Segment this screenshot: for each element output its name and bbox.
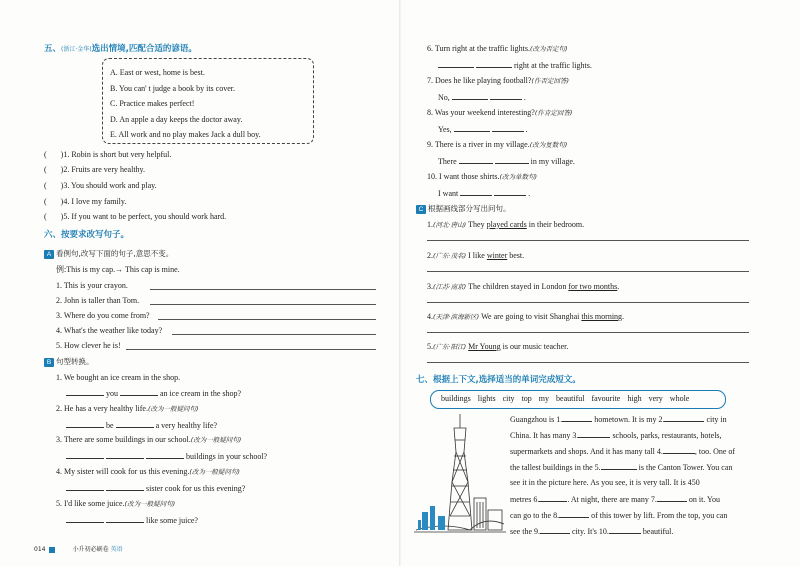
question-c1: 1.(河北·唐山) They played cards in their bedroom.: [427, 220, 585, 229]
answer-blank[interactable]: [657, 493, 687, 502]
answer-blank[interactable]: [454, 123, 490, 132]
word-option: lights: [477, 394, 496, 403]
answer-blank[interactable]: [106, 514, 144, 523]
right-page: [400, 0, 800, 566]
match-item-1[interactable]: ( )1. Robin is short but very helpful.: [44, 150, 172, 159]
answer-blank[interactable]: [460, 187, 492, 196]
part-a-badge: A: [44, 250, 54, 259]
transform-a1: you an ice cream in the shop?: [66, 387, 241, 399]
answer-blank[interactable]: [459, 155, 493, 164]
passage-line-1: Guangzhou is 1. hometown. It is my 2. city in: [510, 415, 727, 424]
section-5-title: 五、(浙江·金华)选出情境,匹配合适的谚语。: [44, 44, 197, 54]
passage-line-7: can go to the 8. of this tower by lift. From the top, you can: [510, 511, 728, 520]
word-option: whole: [669, 394, 690, 403]
part-c-badge: C: [416, 205, 426, 214]
rewrite-q3: 3. Where do you come from?: [56, 311, 150, 320]
answer-line[interactable]: [126, 349, 376, 350]
question-c5: 5.(广东·阳江) Mr Young is our music teacher.: [427, 342, 569, 351]
part-a-title: A 看例句,改写下面的句子,意思不变。: [44, 248, 173, 259]
answer-line[interactable]: [150, 289, 376, 290]
answer-blank[interactable]: [540, 525, 570, 534]
answer-line[interactable]: [427, 302, 749, 303]
proverb-c: C. Practice makes perfect!: [110, 99, 195, 108]
answer-line[interactable]: [427, 271, 749, 272]
answer-blank[interactable]: [106, 450, 144, 459]
transform-q4: 4. My sister will cook for us this evening.(改为一般疑问句): [56, 467, 240, 476]
rewrite-q2: 2. John is taller than Tom.: [56, 296, 140, 305]
transform-a4: sister cook for us this evening?: [66, 482, 245, 494]
rewrite-q1: 1. This is your crayon.: [56, 281, 128, 290]
answer-blank[interactable]: [601, 461, 637, 470]
match-item-5[interactable]: ( )5. If you want to be perfect, you should work hard.: [44, 212, 227, 221]
transform-q3: 3. There are some buildings in our school.(改为一般疑问句): [56, 435, 242, 444]
answer-blank[interactable]: [452, 91, 488, 100]
transform-a3: buildings in your school?: [66, 450, 267, 462]
answer-blank[interactable]: [664, 413, 704, 422]
section-6-title: 六、按要求改写句子。: [44, 230, 130, 240]
answer-blank[interactable]: [562, 413, 592, 422]
part-b-badge: B: [44, 358, 54, 367]
passage-line-3: supermarkets and shops. And it has many tall 4. , too. One of: [510, 447, 736, 456]
question-c2: 2.(广东·茂名) I like winter best.: [427, 251, 525, 260]
answer-blank[interactable]: [494, 187, 526, 196]
answer-blank[interactable]: [438, 59, 474, 68]
answer-blank[interactable]: [559, 509, 589, 518]
answer-line[interactable]: [427, 240, 749, 241]
transform-q10: 10. I want those shirts.(改为单数句): [427, 172, 538, 181]
answer-blank[interactable]: [663, 445, 695, 454]
passage-line-4: the tallest buildings in the 5. is the Canton Tower. You can: [510, 463, 733, 472]
transform-a8: Yes, .: [438, 125, 528, 134]
answer-blank[interactable]: [492, 123, 524, 132]
answer-blank[interactable]: [476, 59, 512, 68]
book-title: 小升初必刷卷: [72, 546, 109, 553]
answer-line[interactable]: [427, 362, 749, 363]
word-option: very: [648, 394, 663, 403]
transform-a9: There in my village.: [438, 157, 575, 166]
question-c4: 4.(天津·滨海新区) We are going to visit Shanghai this morning.: [427, 312, 625, 321]
answer-blank[interactable]: [609, 525, 641, 534]
transform-a7: No, .: [438, 93, 526, 102]
proverb-d: D. An apple a day keeps the doctor away.: [110, 115, 243, 124]
transform-q1: 1. We bought an ice cream in the shop.: [56, 373, 181, 382]
match-item-2[interactable]: ( )2. Fruits are very healthy.: [44, 165, 146, 174]
passage-line-8: see the 9. city. It's 10. beautiful.: [510, 527, 674, 536]
word-option: buildings: [441, 394, 471, 403]
example-sentence: 例:This is my cap.→ This cap is mine.: [56, 265, 180, 274]
answer-blank[interactable]: [116, 419, 154, 428]
transform-a5: like some juice?: [66, 514, 198, 526]
word-option: high: [627, 394, 642, 403]
transform-a10: I want .: [438, 189, 531, 198]
answer-line[interactable]: [172, 334, 376, 335]
transform-q6: 6. Turn right at the traffic lights.(改为否定句): [427, 44, 568, 53]
word-option: my: [538, 394, 550, 403]
transform-q9: 9. There is a river in my village.(改为复数句): [427, 140, 568, 149]
answer-line[interactable]: [158, 319, 376, 320]
proverb-b: B. You can' t judge a book by its cover.: [110, 84, 235, 93]
transform-q7: 7. Does he like playing football?(作否定回答): [427, 76, 569, 85]
rewrite-q4: 4. What's the weather like today?: [56, 326, 163, 335]
answer-blank[interactable]: [66, 482, 104, 491]
answer-blank[interactable]: [106, 482, 144, 491]
word-option: beautiful: [556, 394, 585, 403]
passage-line-2: China. It has many 3. schools, parks, restaurants, hotels,: [510, 431, 722, 440]
answer-line[interactable]: [427, 332, 749, 333]
canton-tower-illustration: [414, 412, 506, 536]
answer-blank[interactable]: [578, 429, 610, 438]
match-item-4[interactable]: ( )4. I love my family.: [44, 197, 127, 206]
answer-blank[interactable]: [146, 450, 184, 459]
answer-line[interactable]: [150, 304, 376, 305]
question-c3: 3.(江苏·南京) The children stayed in London for two months.: [427, 282, 620, 291]
match-item-3[interactable]: ( )3. You should work and play.: [44, 181, 157, 190]
transform-a2: be a very healthy life?: [66, 419, 217, 431]
answer-blank[interactable]: [490, 91, 522, 100]
part-b-title: B 句型转换。: [44, 356, 94, 367]
word-bank-list: [441, 393, 696, 404]
rewrite-q5: 5. How clever he is!: [56, 341, 121, 350]
page-number: 014: [34, 546, 46, 553]
word-option: top: [521, 394, 532, 403]
answer-blank[interactable]: [120, 387, 158, 396]
proverb-a: A. East or west, home is best.: [110, 68, 205, 77]
answer-blank[interactable]: [66, 387, 104, 396]
word-option: favourite: [591, 394, 621, 403]
passage-line-6: metres 6. . At night, there are many 7. on it. You: [510, 495, 720, 504]
transform-q5: 5. I'd like some juice.(改为一般疑问句): [56, 499, 176, 508]
page-footer: [34, 544, 123, 555]
part-c-title: C 根据画线部分写出问句。: [416, 203, 511, 214]
answer-blank[interactable]: [66, 450, 104, 459]
transform-q8: 8. Was your weekend interesting?(作肯定回答): [427, 108, 573, 117]
section-7-title: 七、根据上下文,选择适当的单词完成短文。: [416, 375, 581, 385]
answer-blank[interactable]: [539, 493, 567, 502]
subject-label: 英语: [110, 546, 123, 553]
transform-a6: right at the traffic lights.: [438, 59, 592, 71]
proverb-e: E. All work and no play makes Jack a dull boy.: [110, 130, 261, 139]
word-option: city: [502, 394, 515, 403]
answer-blank[interactable]: [66, 514, 104, 523]
answer-blank[interactable]: [495, 155, 529, 164]
answer-blank[interactable]: [66, 419, 104, 428]
footer-marker-icon: [49, 547, 55, 553]
passage-line-5: see it in the picture here. As you see, it is very tall. It is 450: [510, 478, 700, 487]
transform-q2: 2. He has a very healthy life.(改为一般疑问句): [56, 404, 199, 413]
